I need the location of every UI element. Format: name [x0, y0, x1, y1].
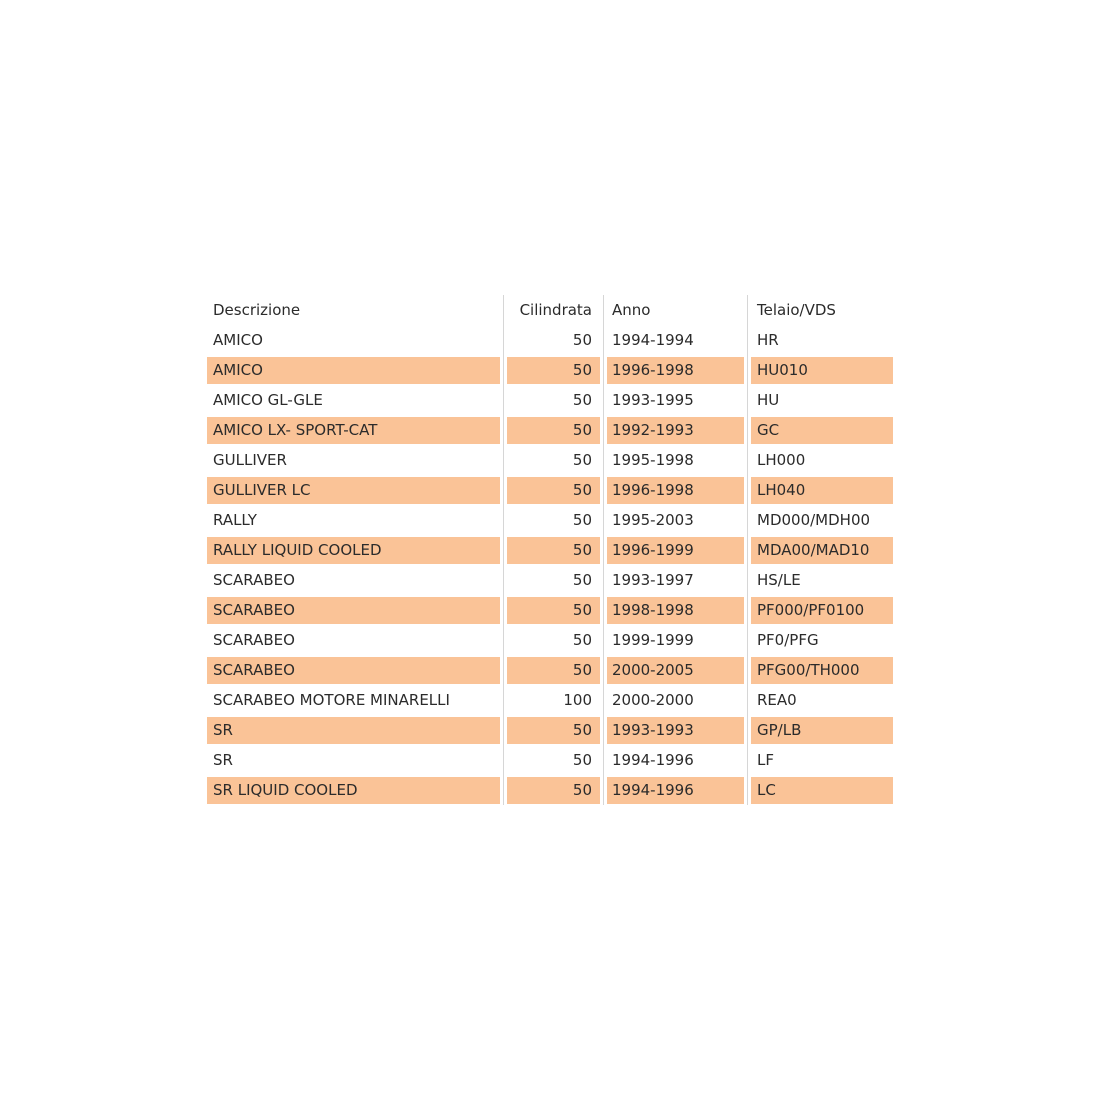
column-header-telaio: Telaio/VDS [757, 301, 836, 319]
cell-telaio: HS/LE [757, 570, 801, 589]
cell-anno: 1993-1993 [607, 717, 744, 744]
table-row [207, 685, 893, 715]
cell-cilindrata: 50 [572, 630, 592, 649]
cell-cilindrata: 50 [572, 450, 592, 469]
table-row [207, 655, 893, 685]
cell-cilindrata: 50 [572, 750, 592, 769]
cell-descrizione: SR [207, 717, 500, 744]
table-row [207, 385, 893, 415]
table-row [207, 775, 893, 805]
cell-cilindrata: 50 [572, 390, 592, 409]
cell-descrizione: SR LIQUID COOLED [207, 777, 500, 804]
cell-telaio: LC [751, 777, 893, 804]
cell-telaio: PF000/PF0100 [751, 597, 893, 624]
cell-descrizione: AMICO [207, 357, 500, 384]
cell-anno: 1996-1998 [607, 357, 744, 384]
column-header-cilindrata: Cilindrata [519, 301, 592, 319]
cell-anno: 1992-1993 [607, 417, 744, 444]
table-row [207, 535, 893, 565]
cell-anno: 1996-1998 [607, 477, 744, 504]
table-row [207, 745, 893, 775]
cell-telaio: PF0/PFG [757, 630, 819, 649]
table-header-row [207, 295, 893, 325]
cell-cilindrata: 50 [507, 537, 600, 564]
cell-anno: 1995-2003 [612, 510, 694, 529]
cell-telaio: MD000/MDH00 [757, 510, 871, 529]
column-header-descrizione: Descrizione [213, 301, 301, 319]
cell-cilindrata: 50 [507, 477, 600, 504]
cell-cilindrata: 50 [572, 570, 592, 589]
table-row [207, 325, 893, 355]
column-header-anno: Anno [612, 301, 651, 319]
cell-descrizione: RALLY [213, 510, 257, 529]
cell-anno: 1996-1999 [607, 537, 744, 564]
cell-descrizione: SCARABEO [207, 657, 500, 684]
table-row [207, 625, 893, 655]
cell-anno: 1995-1998 [612, 450, 694, 469]
cell-cilindrata: 50 [572, 330, 592, 349]
cell-cilindrata: 50 [507, 657, 600, 684]
cell-cilindrata: 100 [563, 690, 592, 709]
cell-telaio: GP/LB [751, 717, 893, 744]
cell-descrizione: SCARABEO [207, 597, 500, 624]
cell-cilindrata: 50 [507, 357, 600, 384]
cell-cilindrata: 50 [507, 777, 600, 804]
cell-descrizione: SCARABEO MOTORE MINARELLI [213, 690, 450, 709]
table-row [207, 505, 893, 535]
cell-anno: 1994-1996 [607, 777, 744, 804]
cell-anno: 1998-1998 [607, 597, 744, 624]
cell-descrizione: AMICO GL-GLE [213, 390, 323, 409]
table-row [207, 565, 893, 595]
cell-anno: 1999-1999 [612, 630, 694, 649]
table-row [207, 715, 893, 745]
cell-telaio: HU010 [751, 357, 893, 384]
cell-anno: 1994-1996 [612, 750, 694, 769]
table-row [207, 415, 893, 445]
cell-telaio: PFG00/TH000 [751, 657, 893, 684]
cell-cilindrata: 50 [507, 597, 600, 624]
cell-anno: 2000-2005 [607, 657, 744, 684]
cell-anno: 1994-1994 [612, 330, 694, 349]
cell-anno: 2000-2000 [612, 690, 694, 709]
cell-descrizione: RALLY LIQUID COOLED [207, 537, 500, 564]
cell-telaio: MDA00/MAD10 [751, 537, 893, 564]
cell-descrizione: SCARABEO [213, 630, 295, 649]
cell-descrizione: AMICO [213, 330, 263, 349]
cell-cilindrata: 50 [507, 717, 600, 744]
cell-cilindrata: 50 [507, 417, 600, 444]
cell-telaio: REA0 [757, 690, 797, 709]
cell-anno: 1993-1997 [612, 570, 694, 589]
cell-telaio: LH000 [757, 450, 806, 469]
table-row [207, 595, 893, 625]
table-row [207, 355, 893, 385]
cell-anno: 1993-1995 [612, 390, 694, 409]
cell-telaio: HU [757, 390, 780, 409]
cell-telaio: LH040 [751, 477, 893, 504]
vehicle-compatibility-table [207, 295, 893, 805]
cell-cilindrata: 50 [572, 510, 592, 529]
cell-telaio: LF [757, 750, 774, 769]
table-row [207, 445, 893, 475]
cell-telaio: GC [751, 417, 893, 444]
cell-descrizione: SCARABEO [213, 570, 295, 589]
cell-descrizione: AMICO LX- SPORT-CAT [207, 417, 500, 444]
table-row [207, 475, 893, 505]
cell-descrizione: GULLIVER [213, 450, 287, 469]
cell-descrizione: GULLIVER LC [207, 477, 500, 504]
cell-telaio: HR [757, 330, 779, 349]
cell-descrizione: SR [213, 750, 233, 769]
